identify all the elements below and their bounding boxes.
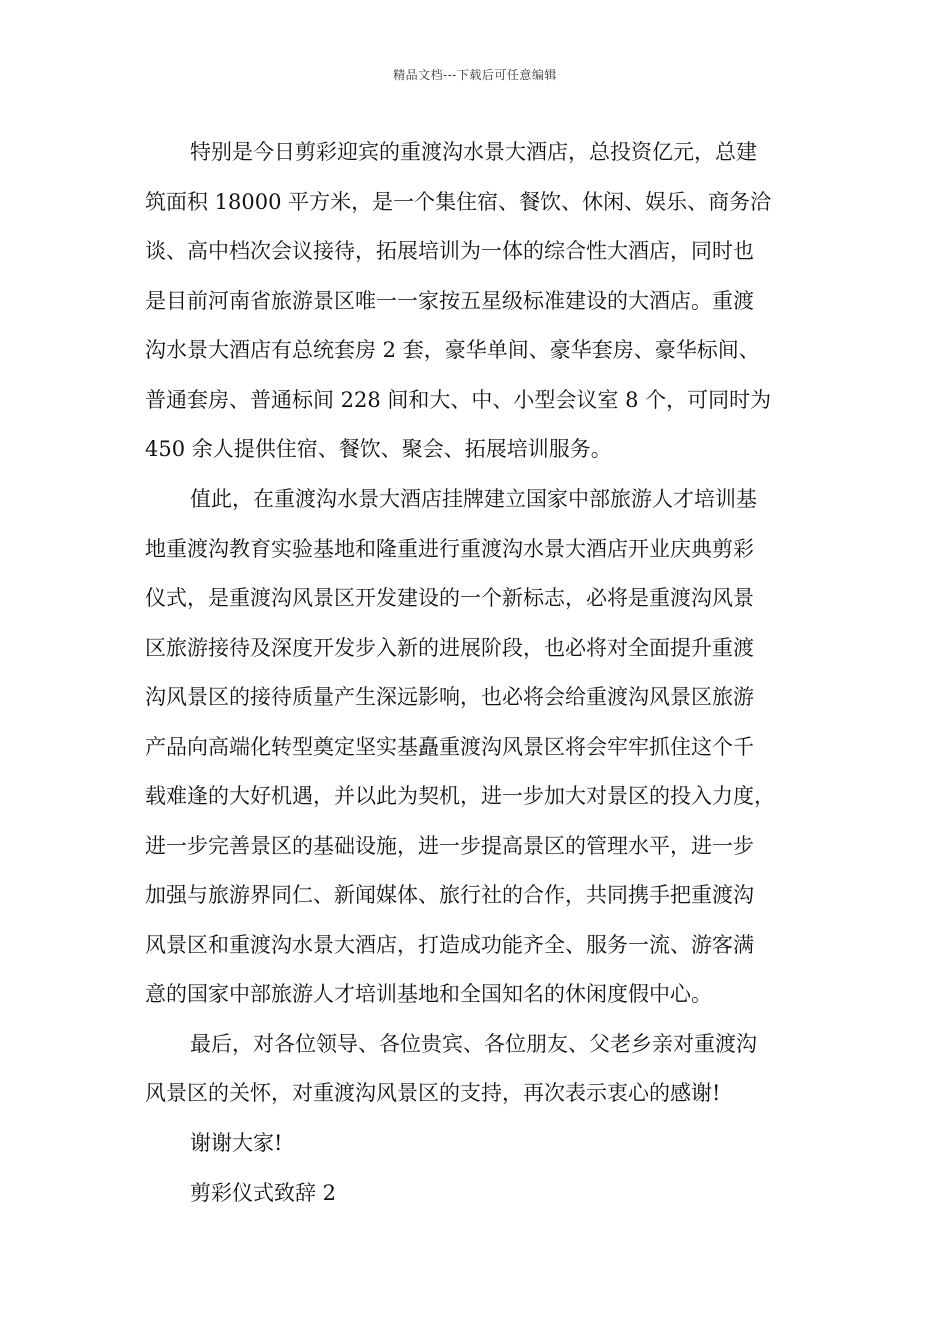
section-heading: 剪彩仪式致辞 2 xyxy=(190,1181,337,1205)
paragraph-line: 谈、高中档次会议接待，拓展培训为一体的综合性大酒店，同时也 xyxy=(145,239,754,263)
page-header: 精品文档---下载后可任意编辑 xyxy=(393,68,557,82)
paragraph-line: 进一步完善景区的基础设施，进一步提高景区的管理水平，进一步 xyxy=(145,834,754,858)
paragraph-line: 谢谢大家! xyxy=(190,1131,283,1155)
paragraph-line: 加强与旅游界同仁、新闻媒体、旅行社的合作，共同携手把重渡沟 xyxy=(145,883,754,907)
paragraph-line: 区旅游接待及深度开发步入新的进展阶段，也必将对全面提升重渡 xyxy=(145,636,754,660)
paragraph-line: 地重渡沟教育实验基地和隆重进行重渡沟水景大酒店开业庆典剪彩 xyxy=(145,537,754,561)
paragraph-line: 风景区和重渡沟水景大酒店，打造成功能齐全、服务一流、游客满 xyxy=(145,933,754,957)
paragraph-line: 产品向高端化转型奠定坚实基矗重渡沟风景区将会牢牢抓住这个千 xyxy=(145,735,754,759)
paragraph-line: 普通套房、普通标间 228 间和大、中、小型会议室 8 个，可同时为 xyxy=(145,388,772,412)
paragraph-line: 值此，在重渡沟水景大酒店挂牌建立国家中部旅游人才培训基 xyxy=(190,487,757,511)
paragraph-line: 载难逢的大好机遇，并以此为契机，进一步加大对景区的投入力度， xyxy=(145,784,775,808)
paragraph-line: 沟水景大酒店有总统套房 2 套，豪华单间、豪华套房、豪华标间、 xyxy=(145,338,760,362)
paragraph-line: 450 余人提供住宿、餐饮、聚会、拓展培训服务。 xyxy=(145,437,612,461)
paragraph-line: 沟风景区的接待质量产生深远影响，也必将会给重渡沟风景区旅游 xyxy=(145,685,754,709)
paragraph-line: 特别是今日剪彩迎宾的重渡沟水景大酒店，总投资亿元，总建 xyxy=(190,140,757,164)
paragraph-line: 意的国家中部旅游人才培训基地和全国知名的休闲度假中心。 xyxy=(145,982,712,1006)
paragraph-line: 仪式，是重渡沟风景区开发建设的一个新标志，必将是重渡沟风景 xyxy=(145,586,754,610)
paragraph-line: 是目前河南省旅游景区唯一一家按五星级标准建设的大酒店。重渡 xyxy=(145,289,754,313)
paragraph-line: 风景区的关怀，对重渡沟风景区的支持，再次表示衷心的感谢! xyxy=(145,1081,721,1105)
paragraph-line: 最后，对各位领导、各位贵宾、各位朋友、父老乡亲对重渡沟 xyxy=(190,1032,757,1056)
paragraph-line: 筑面积 18000 平方米，是一个集住宿、餐饮、休闲、娱乐、商务洽 xyxy=(145,190,772,214)
